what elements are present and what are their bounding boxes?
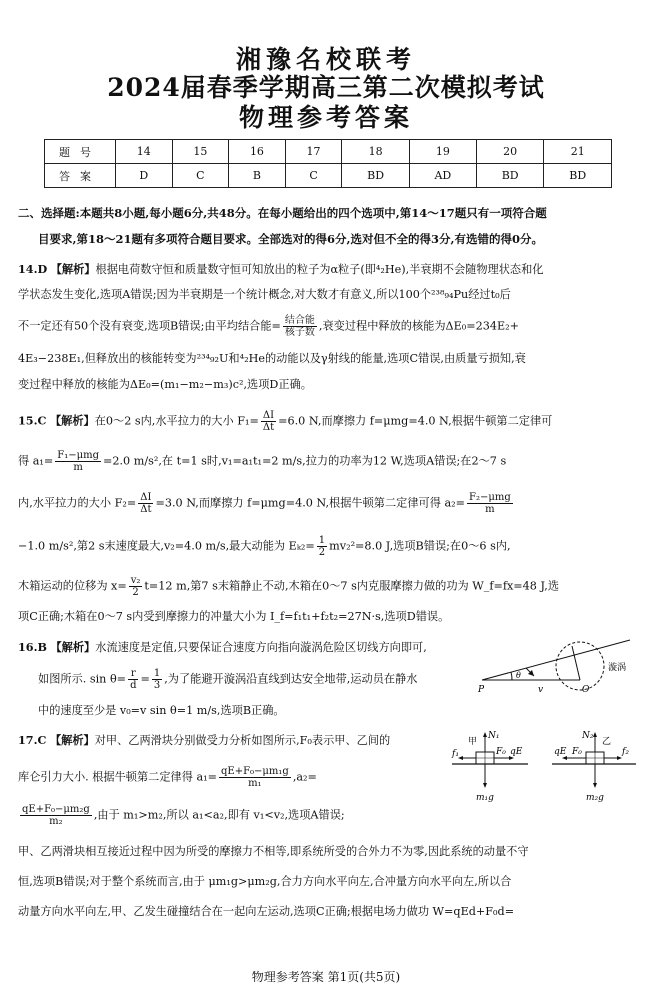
label-f2: f₂ (622, 747, 629, 757)
fraction (317, 535, 327, 558)
numerator: 1 (153, 668, 161, 679)
exam-title: 2024届春季学期高三第二次模拟考试 (107, 73, 545, 102)
denominator: 2 (318, 547, 326, 558)
q15-line (18, 535, 511, 558)
denominator: m₁ (248, 778, 262, 789)
q14-answer: 14.D (18, 262, 48, 276)
q14-line: 变过程中释放的核能为ΔE₀=(m₁−m₂−m₃)c²,选项D正确。 (18, 378, 312, 391)
analysis-tag: 【解析】 (49, 413, 95, 428)
question-number: 17 (285, 140, 342, 164)
label-n2: N₂ (582, 731, 594, 741)
numerator: v₂ (130, 575, 141, 586)
q15-line: 项C正确;木箱在0～7 s内受到摩擦力的冲量大小为 I_f=f₁t₁+f₂t₂=27N·s,选项D错误。 (18, 610, 450, 623)
arrowhead (593, 732, 597, 737)
answer-table-number-row (45, 140, 612, 164)
analysis-tag: 【解析】 (50, 640, 96, 654)
q16-answer: 16.B (18, 640, 47, 654)
numerator: 1 (318, 535, 326, 546)
answer-key-title: 物理参考答案 (238, 103, 413, 132)
numerator: ΔI (261, 410, 276, 422)
q15-text: =2.0 m/s²,在 t=1 s时,v₁=a₁t₁=2 m/s,拉力的功率为12 W,选项A错误;在2～7 s (103, 454, 507, 468)
q17-line (18, 766, 317, 789)
q17-line: 恒,选项B错误;对于整个系统而言,由于 μm₁g>μm₂g,合力方向水平向左,合冲量方向水平向左,所以合 (18, 875, 512, 888)
q16-text: 水流速度是定值,只要保证合速度方向指向漩涡危险区切线方向即可, (95, 641, 427, 654)
answer-cell: AD (409, 164, 476, 188)
q17-answer: 17.C (18, 733, 47, 747)
q17-text: ,a₂= (292, 770, 317, 784)
q17-text: ,由于 m₁>m₂,所以 a₁<a₂,即有 v₁<v₂,选项A错误; (93, 808, 345, 822)
equals: = (140, 672, 150, 686)
numerator: F₁−μmg (57, 450, 99, 461)
q15-text: t=12 m,第7 s末箱静止不动,木箱在0～7 s内克服摩擦力做的功为 W_f=fx=48 J,选 (144, 579, 560, 593)
q15-line (18, 450, 506, 473)
q15-text: =3.0 N,而摩擦力 f=μmg=4.0 N,根据牛顿第二定律可得 a₂= (155, 496, 466, 510)
answer-cell: BD (342, 164, 410, 188)
numerator: qE+F₀−μm₂g (22, 804, 90, 815)
q14-line: 4E₃−238E₁,但释放出的核能转变为²³⁴₉₂U和⁴₂He的动能以及γ射线的能量,选项C错误,由质量亏损知,衰 (18, 352, 526, 365)
fraction (152, 668, 162, 691)
numerator: 结合能 (284, 315, 315, 326)
analysis-tag: 【解析】 (49, 733, 95, 747)
q15-line (18, 410, 552, 433)
label-m2g: m₂g (586, 793, 604, 803)
q15-line (18, 492, 515, 515)
label-jia: 甲 (468, 737, 478, 747)
label-p: P (478, 685, 485, 695)
arrowhead (593, 783, 597, 788)
radius-line (572, 646, 580, 680)
question-number: 18 (342, 140, 410, 164)
q16-line: 中的速度至少是 v₀=v sin θ=1 m/s,选项B正确。 (38, 704, 285, 717)
denominator: 核子数 (284, 327, 315, 338)
arrowhead (483, 783, 487, 788)
answer-cell: D (116, 164, 173, 188)
denominator: 2 (132, 587, 139, 598)
numerator: r (128, 668, 138, 680)
q17-line (18, 733, 390, 748)
row-label-answer: 答案 (45, 164, 116, 188)
question-number: 15 (172, 140, 229, 164)
tangent-line (482, 640, 630, 680)
denominator: Δt (140, 504, 152, 515)
label-qe2: qE (554, 747, 567, 757)
q15-text: −1.0 m/s²,第2 s末速度最大,v₂=4.0 m/s,最大动能为 Eₖ₂= (18, 539, 315, 553)
q17-line (18, 804, 345, 827)
analysis-tag: 【解析】 (50, 262, 96, 276)
denominator: 3 (153, 680, 161, 691)
label-qe1: qE (510, 747, 523, 757)
label-f1: f₁ (452, 749, 459, 759)
question-number: 14 (116, 140, 173, 164)
force-diagram (446, 728, 642, 804)
q14-line (18, 315, 519, 338)
q14-line (18, 262, 543, 277)
label-f0b: F₀ (572, 747, 582, 757)
answer-cell: C (172, 164, 229, 188)
answer-cell: B (229, 164, 286, 188)
q16-line (38, 668, 417, 691)
denominator: m (485, 504, 495, 515)
q15-line (18, 575, 559, 598)
section-instruction: 目要求,第18～21题有多项符合题目要求。全部选对的得6分,选对但不全的得3分,有选错的得0分。 (38, 232, 544, 246)
q15-text: mv₂²=8.0 J,选项B错误;在0～6 s内, (329, 539, 511, 553)
q15-text: 在0～2 s内,水平拉力的大小 F₁= (94, 414, 259, 428)
answer-cell: BD (544, 164, 612, 188)
label-yi: 乙 (602, 737, 612, 747)
q14-text: ,衰变过程中释放的核能为ΔE₀=234E₂+ (318, 319, 520, 333)
fraction (20, 804, 92, 827)
q15-text: 内,水平拉力的大小 F₂= (18, 496, 137, 510)
page-footer: 物理参考答案 第1页(共5页) (251, 970, 401, 984)
denominator: m (73, 462, 83, 473)
question-number: 16 (229, 140, 286, 164)
q15-text: 木箱运动的位移为 x= (18, 579, 127, 593)
answer-table-answer-row (45, 164, 612, 188)
q15-text: 得 a₁= (18, 454, 54, 468)
denominator: d (130, 680, 137, 691)
q15-answer: 15.C (18, 413, 47, 428)
label-o: O (582, 685, 590, 695)
q14-text: 不一定还有50个没有衰变,选项B错误;由平均结合能= (18, 319, 281, 333)
q15-text: =6.0 N,而摩擦力 f=μmg=4.0 N,根据牛顿第二定律可 (278, 414, 553, 428)
q16-text: ,为了能避开漩涡沿直线到达安全地带,运动员在静水 (164, 672, 418, 686)
q17-text: 对甲、乙两滑块分别做受力分析如图所示,F₀表示甲、乙间的 (94, 734, 391, 747)
row-label-number: 题号 (45, 140, 116, 164)
label-f0a: F₀ (496, 747, 506, 757)
q17-line: 动量方向水平向左,甲、乙发生碰撞结合在一起向左运动,选项C正确;根据电场力做功 W=qEd+F₀d= (18, 905, 515, 918)
fraction (467, 492, 513, 515)
fraction (129, 575, 143, 598)
numerator: qE+F₀−μm₁g (221, 766, 289, 777)
answer-cell: C (285, 164, 342, 188)
label-theta: θ (516, 671, 521, 680)
answer-cell: BD (476, 164, 544, 188)
label-v: v (538, 685, 544, 695)
answer-table (44, 139, 612, 188)
question-number: 20 (476, 140, 544, 164)
fraction (128, 668, 138, 691)
angle-arc (511, 672, 512, 680)
denominator: m₂ (49, 816, 63, 827)
fraction (55, 450, 101, 473)
vortex-diagram (476, 636, 636, 696)
question-number: 19 (409, 140, 476, 164)
school-union-title: 湘豫名校联考 (235, 45, 416, 74)
fraction (283, 315, 317, 338)
arrowhead (483, 732, 487, 737)
section-instruction: 二、选择题:本题共8小题,每小题6分,共48分。在每小题给出的四个选项中,第14～17题只有一项符合题 (18, 206, 547, 220)
q17-text: 库仑引力大小. 根据牛顿第二定律得 a₁= (18, 770, 218, 784)
denominator: Δt (262, 422, 275, 433)
label-n1: N₁ (488, 731, 500, 741)
fraction (138, 492, 153, 515)
q16-line (18, 640, 427, 655)
numerator: ΔI (138, 492, 153, 504)
vortex-circle (556, 642, 604, 690)
label-vortex: 漩涡 (608, 663, 627, 673)
q14-text: 根据电荷数守恒和质量数守恒可知放出的粒子为α粒子(即⁴₂He),半衰期不会随物理状态和化 (95, 263, 544, 276)
fraction (261, 410, 276, 433)
q14-line: 学状态发生变化,选项A错误;因为半衰期是一个统计概念,对大数才有意义,所以100个²³⁸₉₄Pu经过t₀后 (18, 288, 511, 301)
q17-line: 甲、乙两滑块相互接近过程中因为所受的摩擦力不相等,即系统所受的合外力不为零,因此系统的动量不守 (18, 845, 529, 858)
fraction (219, 766, 291, 789)
numerator: F₂−μmg (469, 492, 511, 503)
question-number: 21 (544, 140, 612, 164)
label-m1g: m₁g (476, 793, 494, 803)
q16-text: 如图所示. sin θ= (38, 672, 127, 686)
